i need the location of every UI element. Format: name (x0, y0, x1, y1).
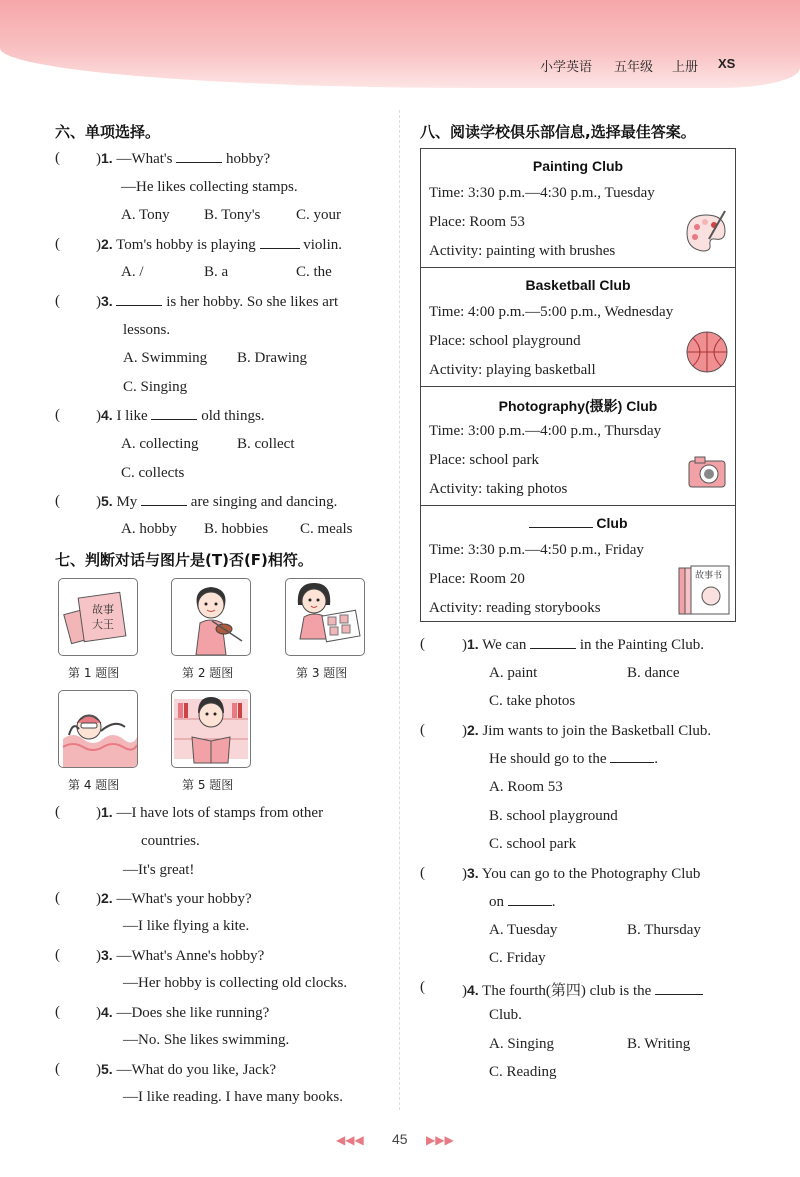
svg-text:大王: 大王 (92, 618, 114, 631)
s7-d1-line1b: countries. (141, 833, 200, 849)
picture-5-caption: 第 5 题图 (182, 778, 234, 792)
s8-q2-optC[interactable]: C. school park (489, 836, 577, 852)
s6-q4: ( (55, 407, 60, 423)
palette-icon (683, 209, 729, 255)
answer-blank[interactable] (508, 904, 552, 906)
s8-q4-optA[interactable]: A. Singing (489, 1036, 555, 1052)
s6-q3-line2: lessons. (123, 322, 171, 338)
storybook-stack-icon (677, 562, 731, 618)
s7-d2: ( (55, 890, 60, 906)
page-number: 45 (392, 1131, 408, 1147)
s7-d2-line2: —I like flying a kite. (123, 918, 250, 934)
picture-4-caption: 第 4 题图 (68, 778, 120, 792)
picture-5 (171, 690, 251, 768)
answer-blank[interactable] (260, 247, 300, 249)
next-arrows-icon: ▶▶▶ (426, 1133, 454, 1147)
club-name: Painting Club (532, 158, 624, 174)
s7-d4-line2: —No. She likes swimming. (123, 1032, 290, 1048)
s7-d5: ( (55, 1061, 60, 1077)
club-name: Basketball Club (525, 277, 631, 293)
s8-q1-optC[interactable]: C. take photos (489, 693, 576, 709)
s8-q4-stem: )4. The fourth(第四) club is the (462, 979, 703, 1000)
s8-q2-line2: He should go to the . (489, 751, 658, 767)
s6-q5: ( (55, 493, 60, 509)
s8-q2-optA[interactable]: A. Room 53 (489, 779, 563, 795)
s7-d5-line1: )5. —What do you like, Jack? (96, 1061, 276, 1078)
answer-blank[interactable] (610, 761, 654, 763)
s7-d1: ( (55, 804, 60, 820)
section6-title: 六、单项选择。 (55, 123, 161, 141)
s6-q1-stem: )1. —What's hobby? (96, 150, 271, 167)
section8-title: 八、阅读学校俱乐部信息,选择最佳答案。 (420, 123, 696, 141)
answer-blank[interactable] (151, 418, 197, 420)
answer-blank[interactable] (530, 647, 576, 649)
s6-q3-optC[interactable]: C. Singing (123, 379, 188, 395)
s8-q1: ( (420, 636, 425, 652)
club-time: Time: 3:00 p.m.—4:00 p.m., Thursday (429, 423, 662, 439)
club-painting (421, 149, 735, 268)
section7-title: 七、判断对话与图片是(T)否(F)相符。 (55, 551, 313, 569)
column-divider (399, 110, 400, 1110)
s7-d3-line1: )3. —What's Anne's hobby? (96, 947, 265, 964)
club-activity: Activity: playing basketball (429, 362, 596, 378)
girl-violin-icon (172, 579, 250, 655)
s6-q5-optB[interactable]: B. hobbies (204, 521, 269, 537)
s6-q5-optC[interactable]: C. meals (300, 521, 353, 537)
s8-q3-optA[interactable]: A. Tuesday (489, 922, 558, 938)
club-time: Time: 3:30 p.m.—4:50 p.m., Friday (429, 542, 644, 558)
s8-q4-optC[interactable]: C. Reading (489, 1064, 557, 1080)
picture-2 (171, 578, 251, 656)
s8-q3: ( (420, 865, 425, 881)
club-table (420, 148, 736, 622)
s6-q2-optC[interactable]: C. the (296, 264, 332, 280)
boy-reading-icon (172, 691, 250, 767)
girl-stamp-album-icon (286, 579, 364, 655)
club-name: Club (421, 515, 735, 531)
s8-q3-optC[interactable]: C. Friday (489, 950, 546, 966)
club-time: Time: 4:00 p.m.—5:00 p.m., Wednesday (429, 304, 674, 320)
storybooks-icon (59, 579, 137, 655)
s7-d4-line1: )4. —Does she like running? (96, 1004, 270, 1021)
club-photography (421, 387, 735, 506)
club-place: Place: Room 53 (429, 214, 525, 230)
swimming-icon (59, 691, 137, 767)
s7-d1-line1: )1. —I have lots of stamps from other (96, 804, 324, 821)
club-basketball (421, 268, 735, 387)
picture-1 (58, 578, 138, 656)
svg-text:故事: 故事 (92, 603, 114, 616)
s8-q1-optB[interactable]: B. dance (627, 665, 680, 681)
header-volume: 上册 (672, 59, 699, 74)
answer-blank[interactable] (176, 161, 222, 163)
s8-q2-stem: )2. Jim wants to join the Basketball Club. (462, 722, 712, 739)
club-activity: Activity: taking photos (429, 481, 568, 497)
s6-q1-line2: —He likes collecting stamps. (121, 179, 298, 195)
picture-4 (58, 690, 138, 768)
answer-blank[interactable] (116, 304, 162, 306)
s6-q4-optA[interactable]: A. collecting (121, 436, 199, 452)
s6-q4-optC[interactable]: C. collects (121, 465, 185, 481)
s6-q3-optB[interactable]: B. Drawing (237, 350, 307, 366)
s8-q2-optB[interactable]: B. school playground (489, 808, 618, 824)
s8-q4: ( (420, 979, 425, 995)
s6-q2-optA[interactable]: A. / (121, 264, 144, 280)
s8-q3-optB[interactable]: B. Thursday (627, 922, 701, 938)
basketball-icon (685, 330, 729, 374)
s6-q1: ( (55, 150, 60, 166)
s6-q3-stem: )3. is her hobby. So she likes art (96, 293, 339, 310)
s6-q2: ( (55, 236, 60, 252)
s7-d5-line2: —I like reading. I have many books. (123, 1089, 343, 1105)
club-name-blank[interactable] (529, 526, 593, 528)
club-time: Time: 3:30 p.m.—4:30 p.m., Tuesday (429, 185, 655, 201)
svg-text:故事书: 故事书 (695, 571, 723, 581)
s6-q2-optB[interactable]: B. a (204, 264, 229, 280)
club-activity: Activity: painting with brushes (429, 243, 616, 259)
picture-2-caption: 第 2 题图 (182, 666, 234, 680)
s6-q3-optA[interactable]: A. Swimming (123, 350, 208, 366)
s6-q5-stem: )5. My are singing and dancing. (96, 493, 338, 510)
club-name: Photography(摄影) Club (498, 398, 658, 414)
answer-blank[interactable] (655, 993, 703, 995)
s8-q3-line2: on . (489, 894, 556, 910)
s6-q1-optB[interactable]: B. Tony's (204, 207, 261, 223)
picture-1-caption: 第 1 题图 (68, 666, 120, 680)
prev-arrows-icon: ◀◀◀ (336, 1133, 364, 1147)
s6-q5-optA[interactable]: A. hobby (121, 521, 177, 537)
club-place: Place: school park (429, 452, 539, 468)
s7-d2-line1: )2. —What's your hobby? (96, 890, 252, 907)
s8-q1-stem: )1. We can in the Painting Club. (462, 636, 705, 653)
picture-3 (285, 578, 365, 656)
club-place: Place: Room 20 (429, 571, 525, 587)
s7-d4: ( (55, 1004, 60, 1020)
header-subject: 小学英语 (540, 59, 593, 74)
s8-q2: ( (420, 722, 425, 738)
picture-3-caption: 第 3 题图 (296, 666, 348, 680)
s6-q2-stem: )2. Tom's hobby is playing violin. (96, 236, 343, 253)
s6-q1-optA[interactable]: A. Tony (121, 207, 170, 223)
s7-d3-line2: —Her hobby is collecting old clocks. (123, 975, 348, 991)
answer-blank[interactable] (141, 504, 187, 506)
camera-icon (685, 453, 729, 493)
club-place: Place: school playground (429, 333, 581, 349)
s6-q3: ( (55, 293, 60, 309)
s7-d1-line2: —It's great! (123, 862, 195, 878)
s8-q4-line2: Club. (489, 1007, 522, 1023)
s6-q4-stem: )4. I like old things. (96, 407, 265, 424)
s6-q1-optC[interactable]: C. your (296, 207, 341, 223)
s8-q4-optB[interactable]: B. Writing (627, 1036, 691, 1052)
s7-d3: ( (55, 947, 60, 963)
club-activity: Activity: reading storybooks (429, 600, 601, 616)
header-edition: XS (718, 56, 736, 71)
s6-q4-optB[interactable]: B. collect (237, 436, 295, 452)
s8-q3-stem: )3. You can go to the Photography Club (462, 865, 701, 882)
s8-q1-optA[interactable]: A. paint (489, 665, 538, 681)
header-grade: 五年级 (614, 59, 654, 74)
club-reading (421, 506, 735, 623)
